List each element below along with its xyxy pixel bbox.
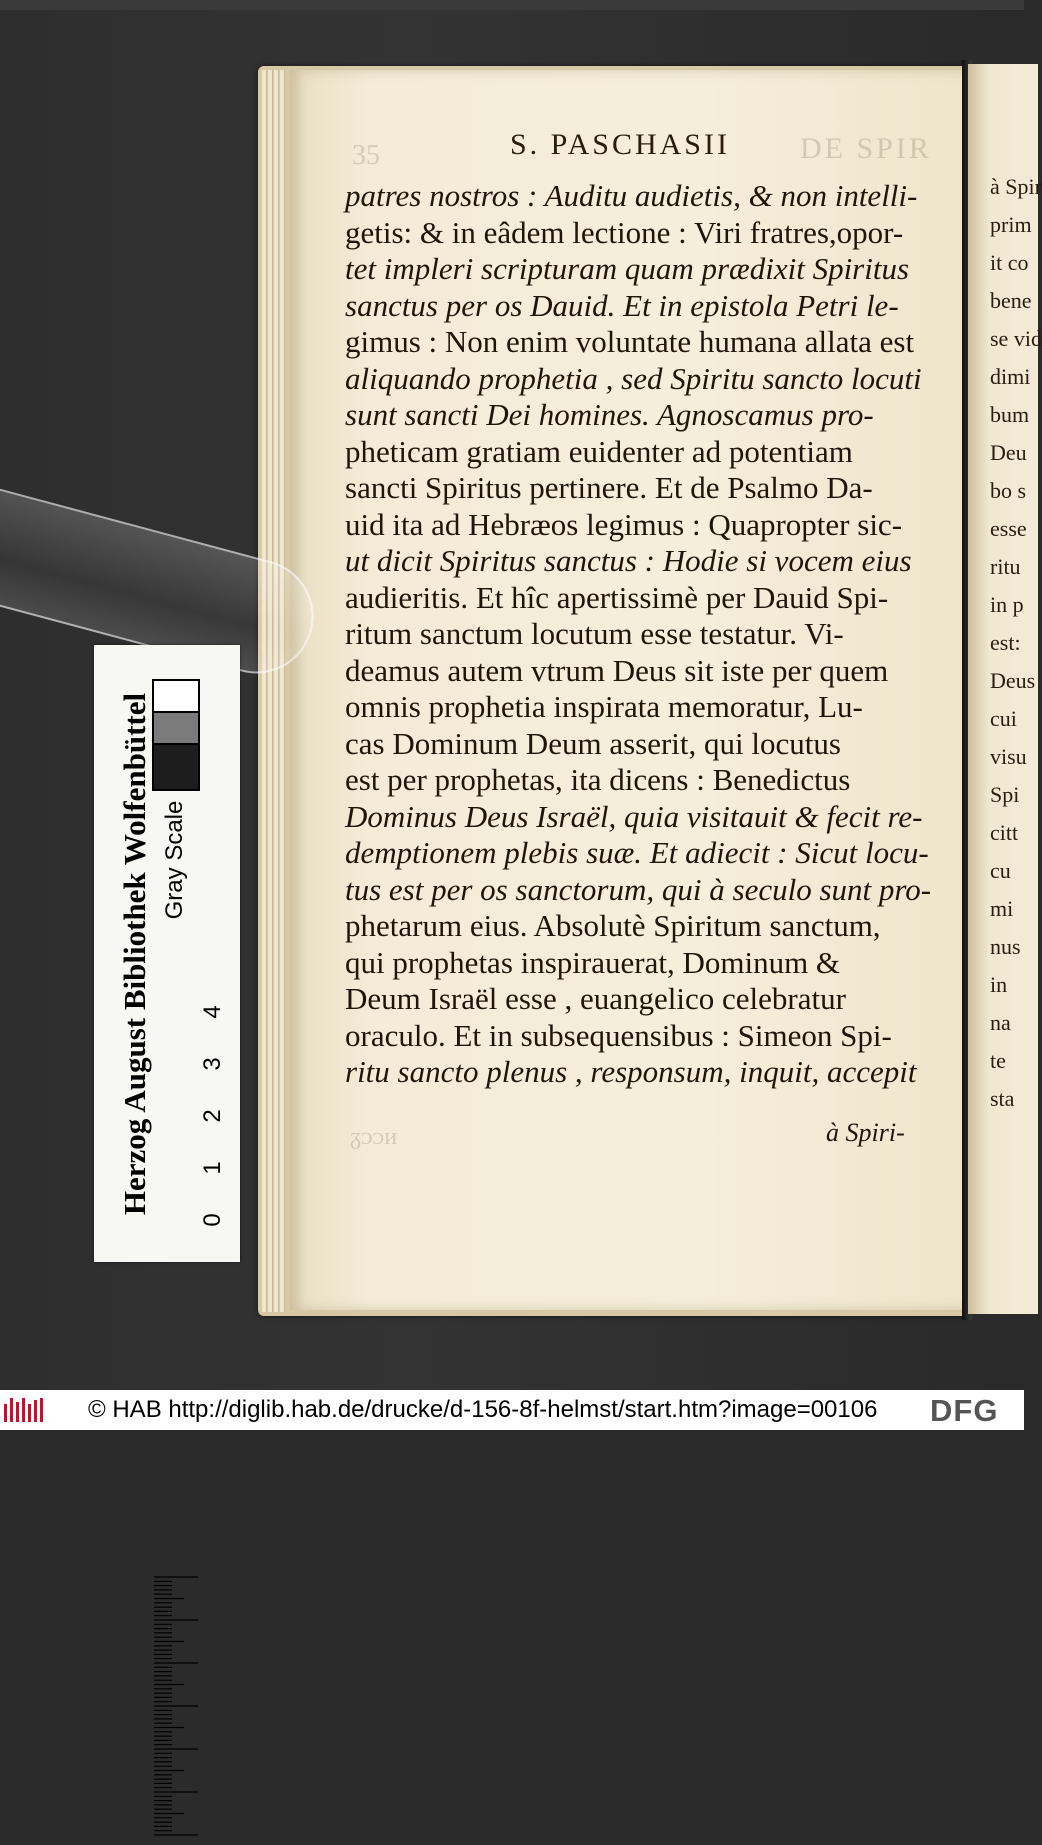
facing-page-fragment: est: xyxy=(990,630,1021,655)
text-line: ut dicit Spiritus sanctus : Hodie si vocem eius xyxy=(345,543,912,578)
text-line: est per prophetas, ita dicens : Benedictus xyxy=(345,762,851,797)
copyright-link[interactable]: © HAB http://diglib.hab.de/drucke/d-156-8f-helmst/start.htm?image=00106 xyxy=(88,1396,878,1423)
ruler-number-4: 4 xyxy=(199,1005,226,1019)
running-head: S. PASCHASII xyxy=(510,128,730,161)
facing-page-fragment: cui xyxy=(990,706,1017,731)
facing-page-fragment: visu xyxy=(990,744,1027,769)
facing-page-fragment: bo s xyxy=(990,478,1027,503)
gray-scale-label-box xyxy=(160,795,190,925)
facing-page-fragment: esse xyxy=(990,516,1027,541)
facing-page-fragment: Deu xyxy=(990,440,1027,465)
swatch-black xyxy=(152,743,200,791)
gray-scale-label: Gray Scale xyxy=(161,800,188,920)
ruler-library-label-box xyxy=(114,651,156,1256)
text-line: Dominus Deus Israël, quia visitauit & fecit re- xyxy=(345,798,923,834)
facing-page-fragment: cu xyxy=(990,858,1011,883)
text-line: aliquando prophetia , sed Spiritu sancto locuti xyxy=(345,360,922,396)
show-through-mark: ᵹᴐᴐᴎ xyxy=(350,1124,398,1150)
text-line: sunt sancti Dei homines. Agnoscamus pro- xyxy=(345,397,874,432)
background-board xyxy=(0,0,1024,10)
facing-page-fragment: mi xyxy=(990,896,1014,921)
facing-page-fragment: ritu xyxy=(990,554,1021,579)
text-line: deamus autem vtrum Deus sit iste per quem xyxy=(345,652,889,688)
text-line: uid ita ad Hebræos legimus : Quapropter sic- xyxy=(345,506,903,542)
swatch-white xyxy=(152,679,200,713)
hab-barcode-icon xyxy=(4,1398,48,1422)
footer-bar xyxy=(0,1390,1024,1430)
facing-page-fragment: bene xyxy=(990,288,1032,313)
text-line: ritum sanctum locutum esse testatur. Vi- xyxy=(345,616,844,651)
gray-scale-ruler xyxy=(94,645,240,1262)
facing-page-fragment: te xyxy=(990,1048,1006,1073)
text-line: cas Dominum Deum asserit, qui locutus xyxy=(345,725,841,761)
ruler-number-3: 3 xyxy=(199,1057,226,1071)
text-line: phetarum eius. Absolutè Spiritum sanctum, xyxy=(345,908,881,943)
facing-page-fragment: sta xyxy=(990,1086,1015,1111)
text-line: demptionem plebis suæ. Et adiecit : Sicut locu- xyxy=(345,835,929,870)
show-through-text: DE SPIR xyxy=(800,132,932,165)
dfg-logo: DFG xyxy=(930,1393,999,1428)
text-line: omnis prophetia inspirata memoratur, Lu- xyxy=(345,689,863,724)
facing-page-fragment: in p xyxy=(990,592,1024,617)
facing-page-fragment: nus xyxy=(990,934,1021,959)
text-line: sancti Spiritus pertinere. Et de Psalmo Da- xyxy=(345,470,873,505)
facing-page-fragment: na xyxy=(990,1010,1011,1035)
facing-page-fragment: se vid xyxy=(990,326,1042,351)
facing-page xyxy=(968,64,1042,1314)
swatch-gray xyxy=(152,711,200,745)
ruler-library-label: Herzog August Bibliothek Wolfenbüttel xyxy=(117,692,152,1215)
facing-page-fragment: prim xyxy=(990,212,1032,237)
text-line: ritu sancto plenus , responsum, inquit, accepit xyxy=(345,1054,917,1089)
facing-page-fragment: Spi xyxy=(990,782,1020,807)
text-line: tet impleri scripturam quam prædixit Spiritus xyxy=(345,251,910,286)
ruler-number-0: 0 xyxy=(199,1213,226,1227)
facing-page-fragment: in xyxy=(990,972,1008,997)
text-line: qui prophetas inspirauerat, Dominum & xyxy=(345,944,841,980)
show-through-number: 35 xyxy=(352,140,380,171)
facing-page-fragment: dimi xyxy=(990,364,1031,389)
text-line: pheticam gratiam euidenter ad potentiam xyxy=(345,433,853,469)
text-line: tus est per os sanctorum, qui à seculo sunt pro- xyxy=(345,871,932,907)
text-line: Deum Israël esse , euangelico celebratur xyxy=(345,981,846,1016)
facing-page-fragment: Deus xyxy=(990,668,1036,693)
ruler-number-2: 2 xyxy=(199,1109,226,1123)
facing-page-fragment: bum xyxy=(990,402,1030,427)
facing-page-fragment: citt xyxy=(990,820,1019,845)
text-line: getis: & in eâdem lectione : Viri fratres,opor- xyxy=(345,214,904,250)
text-line: sanctus per os Dauid. Et in epistola Petri le- xyxy=(345,287,899,323)
ruler-ticks xyxy=(152,1545,212,1845)
text-line: patres nostros : Auditu audietis, & non intelli- xyxy=(345,178,918,213)
text-line: oraculo. Et in subsequensibus : Simeon Spi- xyxy=(345,1017,892,1053)
facing-page-fragment: à Spir xyxy=(990,174,1042,199)
ruler-number-1: 1 xyxy=(199,1161,226,1175)
text-line: gimus : Non enim voluntate humana allata est xyxy=(345,324,915,359)
text-line: audieritis. Et hîc apertissimè per Dauid Spi- xyxy=(345,579,889,615)
facing-page-fragment: it co xyxy=(990,250,1029,275)
catchword: à Spiri- xyxy=(826,1118,905,1147)
